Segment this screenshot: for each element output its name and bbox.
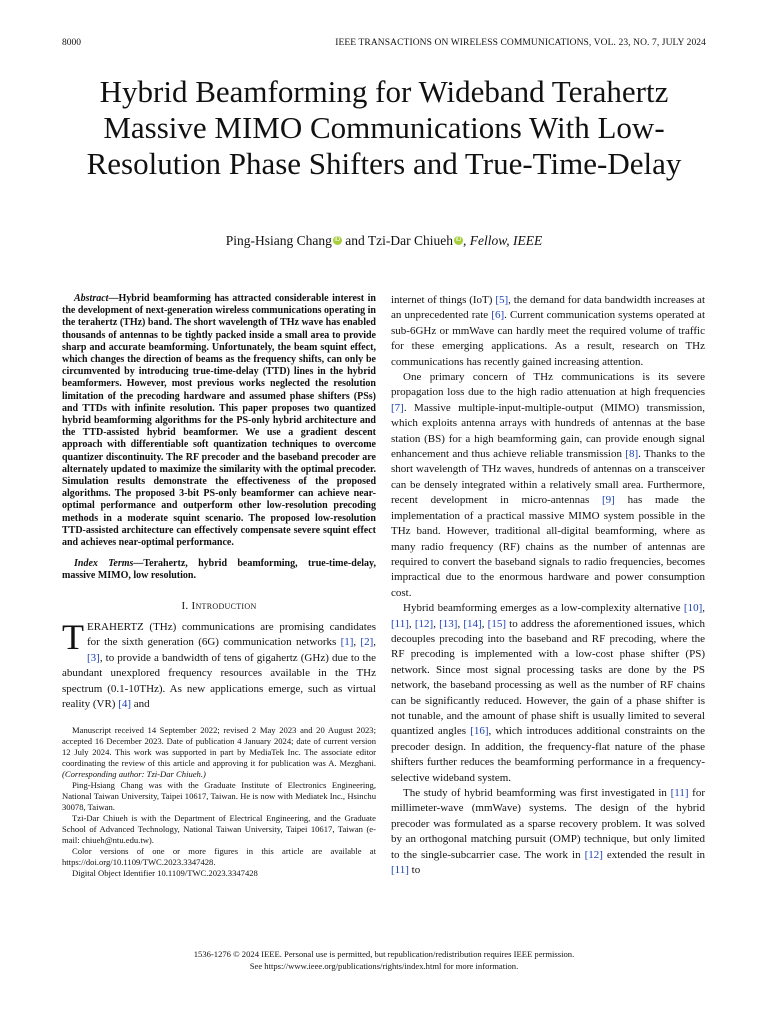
section-title: Introduction [191, 599, 257, 612]
intro-paragraph [391, 370, 705, 601]
body-text: ERAHERTZ (THz) communications are promising candidates for the sixth generation (6G) communication networks [87, 621, 376, 649]
citation-link[interactable]: [2] [360, 636, 374, 649]
footnote-color-versions: Color versions of one or more figures in this article are available at https://doi.org/10.1109/TWC.2023.3347428. [62, 845, 376, 867]
body-text: . Current communication systems operated at sub-6GHz or mmWave can hardly meet the required volume of traffic for these emerging applications. As a result, research on THz communications has recently gained increasing attention. [391, 309, 705, 368]
citation-link[interactable]: [10] [683, 602, 703, 615]
section-numeral: I. [181, 599, 192, 612]
separator: , [457, 617, 464, 630]
body-text: , which introduces additional constraints on the precoder design. In addition, the frequency-flat nature of the phase shifters further reduces the beamforming performance in a frequency-selective wideband system. [391, 725, 705, 784]
separator: , [702, 602, 705, 615]
copyright-notice [62, 948, 706, 972]
index-terms-text: Terahertz, hybrid beamforming, true-time-delay, massive MIMO, low resolution. [62, 558, 376, 582]
body-text: , the demand for data bandwidth increases at an unprecedented rate [391, 294, 705, 322]
abstract [62, 293, 376, 549]
footnote-manuscript [62, 725, 376, 780]
citation-link[interactable]: [11] [670, 787, 689, 799]
abstract-label: Abstract [74, 293, 109, 304]
left-column [62, 293, 376, 879]
copyright-line: 1536-1276 © 2024 IEEE. Personal use is permitted, but republication/redistribution requires IEEE permission. [193, 949, 575, 959]
citation-link[interactable]: [6] [491, 309, 505, 322]
footnotes [62, 725, 376, 879]
index-terms [62, 558, 376, 582]
author-line [62, 233, 706, 249]
citation-link[interactable]: [4] [118, 698, 132, 711]
index-terms-dash: — [133, 558, 144, 570]
intro-paragraph [391, 786, 705, 878]
citation-link[interactable]: [8] [625, 448, 639, 461]
citation-link[interactable]: [9] [602, 494, 615, 507]
separator: , [481, 617, 488, 630]
body-text: and [131, 698, 150, 711]
body-text: . Massive multiple-input-multiple-output (MIMO) transmission, which exploits antenna arrays with hundreds of antennas at the base station (BS) for a high beamforming gain, can provide enough signal enhancement and thus achieve reliable transmission [391, 401, 705, 461]
separator: , [353, 636, 361, 649]
abstract-dash: — [108, 293, 119, 304]
body-text: One primary concern of THz communications is its severe propagation loss due to the high radio attenuation at high frequencies [391, 371, 705, 399]
intro-paragraph [62, 617, 376, 712]
body-text: to [408, 864, 421, 877]
author-name[interactable]: Ping-Hsiang Chang [225, 233, 332, 248]
footnote-affiliation: Ping-Hsiang Chang was with the Graduate Institute of Electronics Engineering, National Taiwan University, Taipei 10617, Taiwan. He is now with Mediatek Inc., Hsinchu 30078, Taiwan. [62, 779, 376, 812]
body-text: has made the implementation of a practical massive MIMO system possible in the THz band. However, traditional all-digital beamforming, where as many radio frequency (RF) chains as the number of antennas are required to convert the baseband signals to radio frequencies, becomes impractical due to the enormous hardware and power consumption cost. [391, 494, 705, 599]
section-heading-introduction [62, 599, 376, 614]
footnote-doi: Digital Object Identifier 10.1109/TWC.2023.3347428 [72, 867, 258, 878]
body-text: . Thanks to the short wavelength of THz waves, hundreds of antennas on a transceiver can be densely integrated within a relatively small area. Furthermore, recent development in micro-antennas [391, 448, 705, 507]
citation-link[interactable]: [12] [584, 848, 603, 861]
paper-title: Hybrid Beamforming for Wideband Terahertz Massive MIMO Communications With Low-Resolution Phase Shifters and True-Time-Delay [86, 74, 682, 181]
body-text: extended the result in [602, 848, 705, 861]
author-membership: Fellow, IEEE [469, 233, 543, 248]
body-text: internet of things (IoT) [391, 294, 496, 306]
rights-link[interactable]: See https://www.ieee.org/publications/rights/index.html for more information. [249, 961, 519, 971]
footnote-affiliation: Tzi-Dar Chiueh is with the Department of Electrical Engineering, and the Graduate School of Advanced Technology, National Taiwan University, Taipei 10617, Taiwan (e-mail: chiueh@ntu.edu.tw). [62, 812, 376, 845]
intro-paragraph [391, 601, 705, 786]
separator: , [373, 636, 376, 649]
citation-link[interactable]: [16] [470, 725, 489, 738]
body-text: for millimeter-wave (mmWave) systems. The design of the hybrid precoder was formulated as a sparse recovery problem. It was solved by an orthogonal matching pursuit (OMP) technique, but only limited to the single-subcarrier case. The work in [391, 787, 705, 861]
body-text: Hybrid beamforming emerges as a low-complexity alternative [403, 602, 684, 615]
citation-link[interactable]: [14] [463, 617, 482, 630]
citation-link[interactable]: [5] [495, 294, 509, 306]
citation-link[interactable]: [11] [391, 864, 409, 877]
citation-link[interactable]: [3] [87, 651, 100, 664]
author-comma: , [462, 233, 470, 248]
separator: , [408, 617, 415, 630]
index-terms-label: Index Terms [74, 558, 134, 570]
citation-link[interactable]: [11] [391, 617, 409, 630]
separator: , [433, 617, 440, 630]
citation-link[interactable]: [12] [414, 617, 434, 630]
body-text: to address the aforementioned issues, which decouples precoding into the baseband and RF precoding, where the RF precoding is implemented with a low-cost phase shifter (PS) network. Since most signal processing tasks are done by the PS network, the baseband processing as well as the number of RF chains can be significantly reduced. However, the gain of a phase shifter is not tunable, and the amount of phase shift is usually limited to several quantized angles [391, 617, 706, 738]
drop-cap: T [62, 617, 84, 658]
running-header: IEEE TRANSACTIONS ON WIRELESS COMMUNICATIONS, VOL. 23, NO. 7, JULY 2024 [335, 38, 706, 48]
author-name[interactable]: Tzi-Dar Chiueh [367, 233, 453, 248]
corresponding-author: (Corresponding author: Tzi-Dar Chiueh.) [62, 768, 206, 779]
body-text: , to provide a bandwidth of tens of gigahertz (GHz) due to the abundant unexplored frequency resources available in the THz spectrum (0.1-10THz). As new applications emerge, such as virtual reality (VR) [62, 651, 376, 711]
citation-link[interactable]: [15] [487, 617, 506, 630]
intro-paragraph [391, 293, 705, 370]
page-number: 8000 [62, 38, 81, 48]
footnote-text: Manuscript received 14 September 2022; revised 2 May 2023 and 20 August 2023; accepted 16 December 2023. Date of publication 4 January 2024; date of current version 12 July 2024. This work was supported in part by MediaTek Inc. The associate editor coordinating the review of this article and approving it for publication was A. Mezghani. [62, 724, 376, 768]
orcid-icon[interactable]: iD [455, 237, 462, 243]
orcid-icon[interactable]: iD [334, 237, 341, 243]
right-column [391, 293, 705, 878]
abstract-text: Hybrid beamforming has attracted considerable interest in the development of next-generation wireless communications operating in the terahertz (THz) band. The short wavelength of THz wave has enabled thousands of antennas to be tightly packed inside a small area to provide sharp and accurate beamforming. Unfortunately, the beam squint effect, which changes the direction of beams as the frequency shifts, can only be circumvented by introducing true-time-delay (TTD) lines in the hybrid beamformers. However, most previous works neglected the resolution limitation of the precoding hardware and assumed phase shifters (PSs) and TTDs with infinite resolution. This paper proposes two quantized hybrid beamforming algorithms for the PS-only hybrid architecture and the TTD-assisted hybrid beamformer. We use a gradient descent approach with differentiable soft quantization techniques to overcome quantizer discontinuity. The RF precoder and the baseband precoder are alternately updated to maximize the similarity with the optimal precoder. Simulation results demonstrate the effectiveness of the proposed algorithms. The proposed 3-bit PS-only beamformer can achieve near-optimal performance and outperform other low-resolution precoding methods in a moderate squint scenario. The proposed low-resolution TTD-assisted architecture can effectively compensate severe squint effect and achieves near-optimal performance. [62, 293, 376, 549]
citation-link[interactable]: [1] [340, 636, 354, 649]
citation-link[interactable]: [7] [391, 401, 404, 414]
author-connector: and [341, 233, 368, 248]
citation-link[interactable]: [13] [439, 617, 458, 630]
body-text: The study of hybrid beamforming was first investigated in [403, 787, 671, 799]
